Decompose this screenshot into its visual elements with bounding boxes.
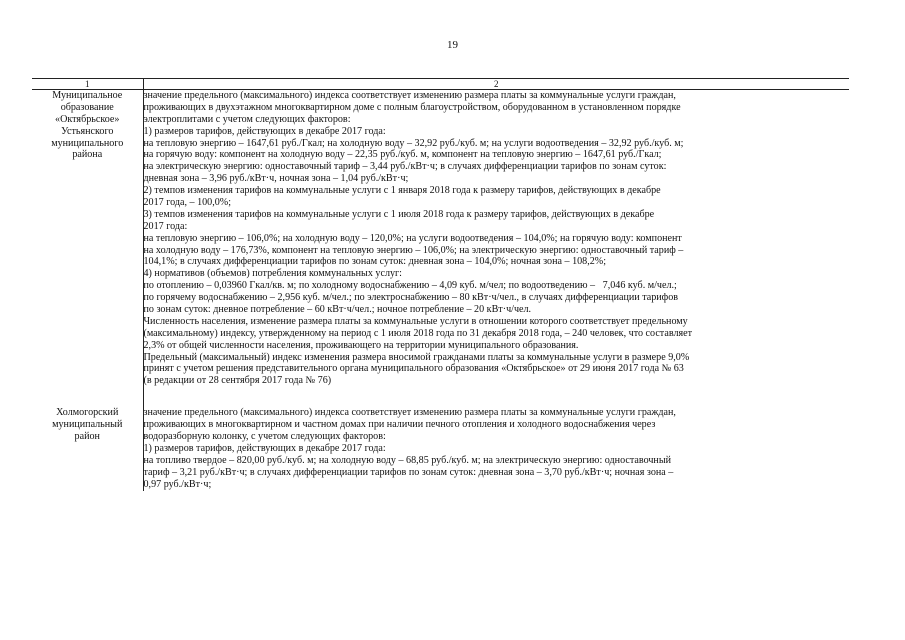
- table-body: [32, 90, 849, 491]
- table-row: [32, 90, 849, 408]
- municipality-name-line: образование: [60, 101, 114, 113]
- table-row: [32, 407, 849, 490]
- description-line: Предельный (максимальный) индекс изменения размера вносимой гражданами платы за коммунальные услуги в размере 9,0%: [143, 351, 690, 363]
- description-line: проживающих в многоквартирном и частном домах при наличии печного отопления и холодного водоснабжения через: [143, 419, 656, 431]
- description-line: на тепловую энергию – 1647,61 руб./Гкал; на холодную воду – 32,92 руб./куб. м; на услуги водоотведения – 32,92 руб./куб. м;: [143, 137, 684, 149]
- table-header-row: [32, 79, 849, 90]
- description-line: 1) размеров тарифов, действующих в декабре 2017 года:: [143, 442, 386, 454]
- description-line: (в редакции от 28 сентября 2017 года № 76): [143, 375, 332, 387]
- description-line: значение предельного (максимального) индекса соответствует изменению размера платы за коммунальные услуги граждан,: [143, 90, 676, 101]
- description-line: 0,97 руб./кВт·ч;: [143, 478, 212, 490]
- description-line: Численность населения, изменение размера платы за коммунальные услуги в отношении которого соответствует предельному: [143, 315, 688, 327]
- description-line: дневная зона – 3,96 руб./кВт·ч, ночная зона – 1,04 руб./кВт·ч;: [143, 173, 409, 185]
- description-line: 2) темпов изменения тарифов на коммунальные услуги с 1 января 2018 года к размеру тарифов, действующих в декабре: [143, 185, 661, 197]
- description-line: электроплитами с учетом следующих факторов:: [143, 113, 351, 125]
- description-line: по горячему водоснабжению – 2,956 куб. м/чел.; по электроснабжению – 80 кВт·ч/чел., в случаях дифференциации тарифов: [143, 292, 679, 304]
- description-line: на холодную воду – 176,73%, компонент на тепловую энергию – 106,0%; на электрическую энергию: одноставочный тариф –: [143, 244, 684, 256]
- municipality-name-line: Холмогорский: [56, 407, 119, 419]
- description-line: по отоплению – 0,03960 Гкал/кв. м; по холодному водоснабжению – 4,09 куб. м/чел; по водоотведению – 7,046 куб. м/чел.;: [143, 280, 677, 292]
- description-line: на топливо твердое – 820,00 руб./куб. м; на холодную воду – 68,85 руб./куб. м; на электрическую энергию: одноставочный: [143, 454, 672, 466]
- description-line: принят с учетом решения представительного органа муниципального образования «Октябрьское» от 29 июня 2017 года № 63: [143, 363, 684, 375]
- description-line: 2017 года, – 100,0%;: [143, 197, 232, 209]
- page-number: 19: [447, 39, 458, 51]
- description-line: на тепловую энергию – 106,0%; на холодную воду – 120,0%; на услуги водоотведения – 104,0%; на горячую воду: компонент: [143, 232, 682, 244]
- description-line: проживающих в двухэтажном многоквартирном доме с полным благоустройством, оборудованном в установленном порядке: [143, 101, 681, 113]
- municipality-name-line: район: [74, 431, 100, 443]
- tariff-table: [32, 78, 849, 491]
- municipality-cell: [32, 407, 143, 490]
- description-line: тариф – 3,21 руб./кВт·ч; в случаях дифференциации тарифов по зонам суток: дневная зона – 3,70 руб./кВт·ч; ночная зона –: [143, 466, 674, 478]
- description-line: водоразборную колонку, с учетом следующих факторов:: [143, 431, 386, 443]
- municipality-name-line: муниципального: [51, 137, 124, 149]
- description-line: 3) темпов изменения тарифов на коммунальные услуги с 1 июля 2018 года к размеру тарифов, действующих в декабре: [143, 208, 655, 220]
- row-spacer: [144, 387, 850, 407]
- description-line: 1) размеров тарифов, действующих в декабре 2017 года:: [143, 125, 386, 137]
- description-line: 2017 года:: [143, 220, 188, 232]
- description-line: на горячую воду: компонент на холодную воду – 22,35 руб./куб. м, компонент на тепловую энергию – 1647,61 руб./Гкал;: [143, 149, 662, 161]
- municipality-name-line: муниципальный: [52, 419, 123, 431]
- municipality-cell: [32, 90, 143, 408]
- municipality-name-line: «Октябрьское»: [55, 113, 120, 125]
- description-line: по зонам суток: дневное потребление – 60 кВт·ч/чел.; ночное потребление – 20 кВт·ч/чел.: [143, 304, 532, 316]
- description-line: значение предельного (максимального) индекса соответствует изменению размера платы за коммунальные услуги граждан,: [143, 407, 676, 419]
- municipality-name-line: района: [72, 149, 103, 161]
- description-line: на электрическую энергию: одноставочный тариф – 3,44 руб./кВт·ч; в случаях дифференциации тарифов по зонам суток:: [143, 161, 667, 173]
- description-line: 104,1%; в случаях дифференциации тарифов по зонам суток: дневная зона – 104,0%; ночная зона – 108,2%;: [143, 256, 606, 268]
- municipality-name-line: Устьянского: [61, 125, 114, 137]
- index-description-cell: [143, 90, 849, 408]
- column-header-1: 1: [32, 79, 143, 90]
- description-line: (максимальному) индексу, утвержденному на период с 1 июля 2018 года по 31 декабря 2018 года, – 240 человек, что составляет: [143, 327, 693, 339]
- description-line: 2,3% от общей численности населения, проживающего на территории муниципального образования.: [143, 339, 579, 351]
- description-line: 4) нормативов (объемов) потребления коммунальных услуг:: [143, 268, 402, 280]
- municipality-name-line: Муниципальное: [52, 90, 123, 101]
- column-header-2: 2: [143, 79, 849, 90]
- index-description-cell: [143, 407, 849, 490]
